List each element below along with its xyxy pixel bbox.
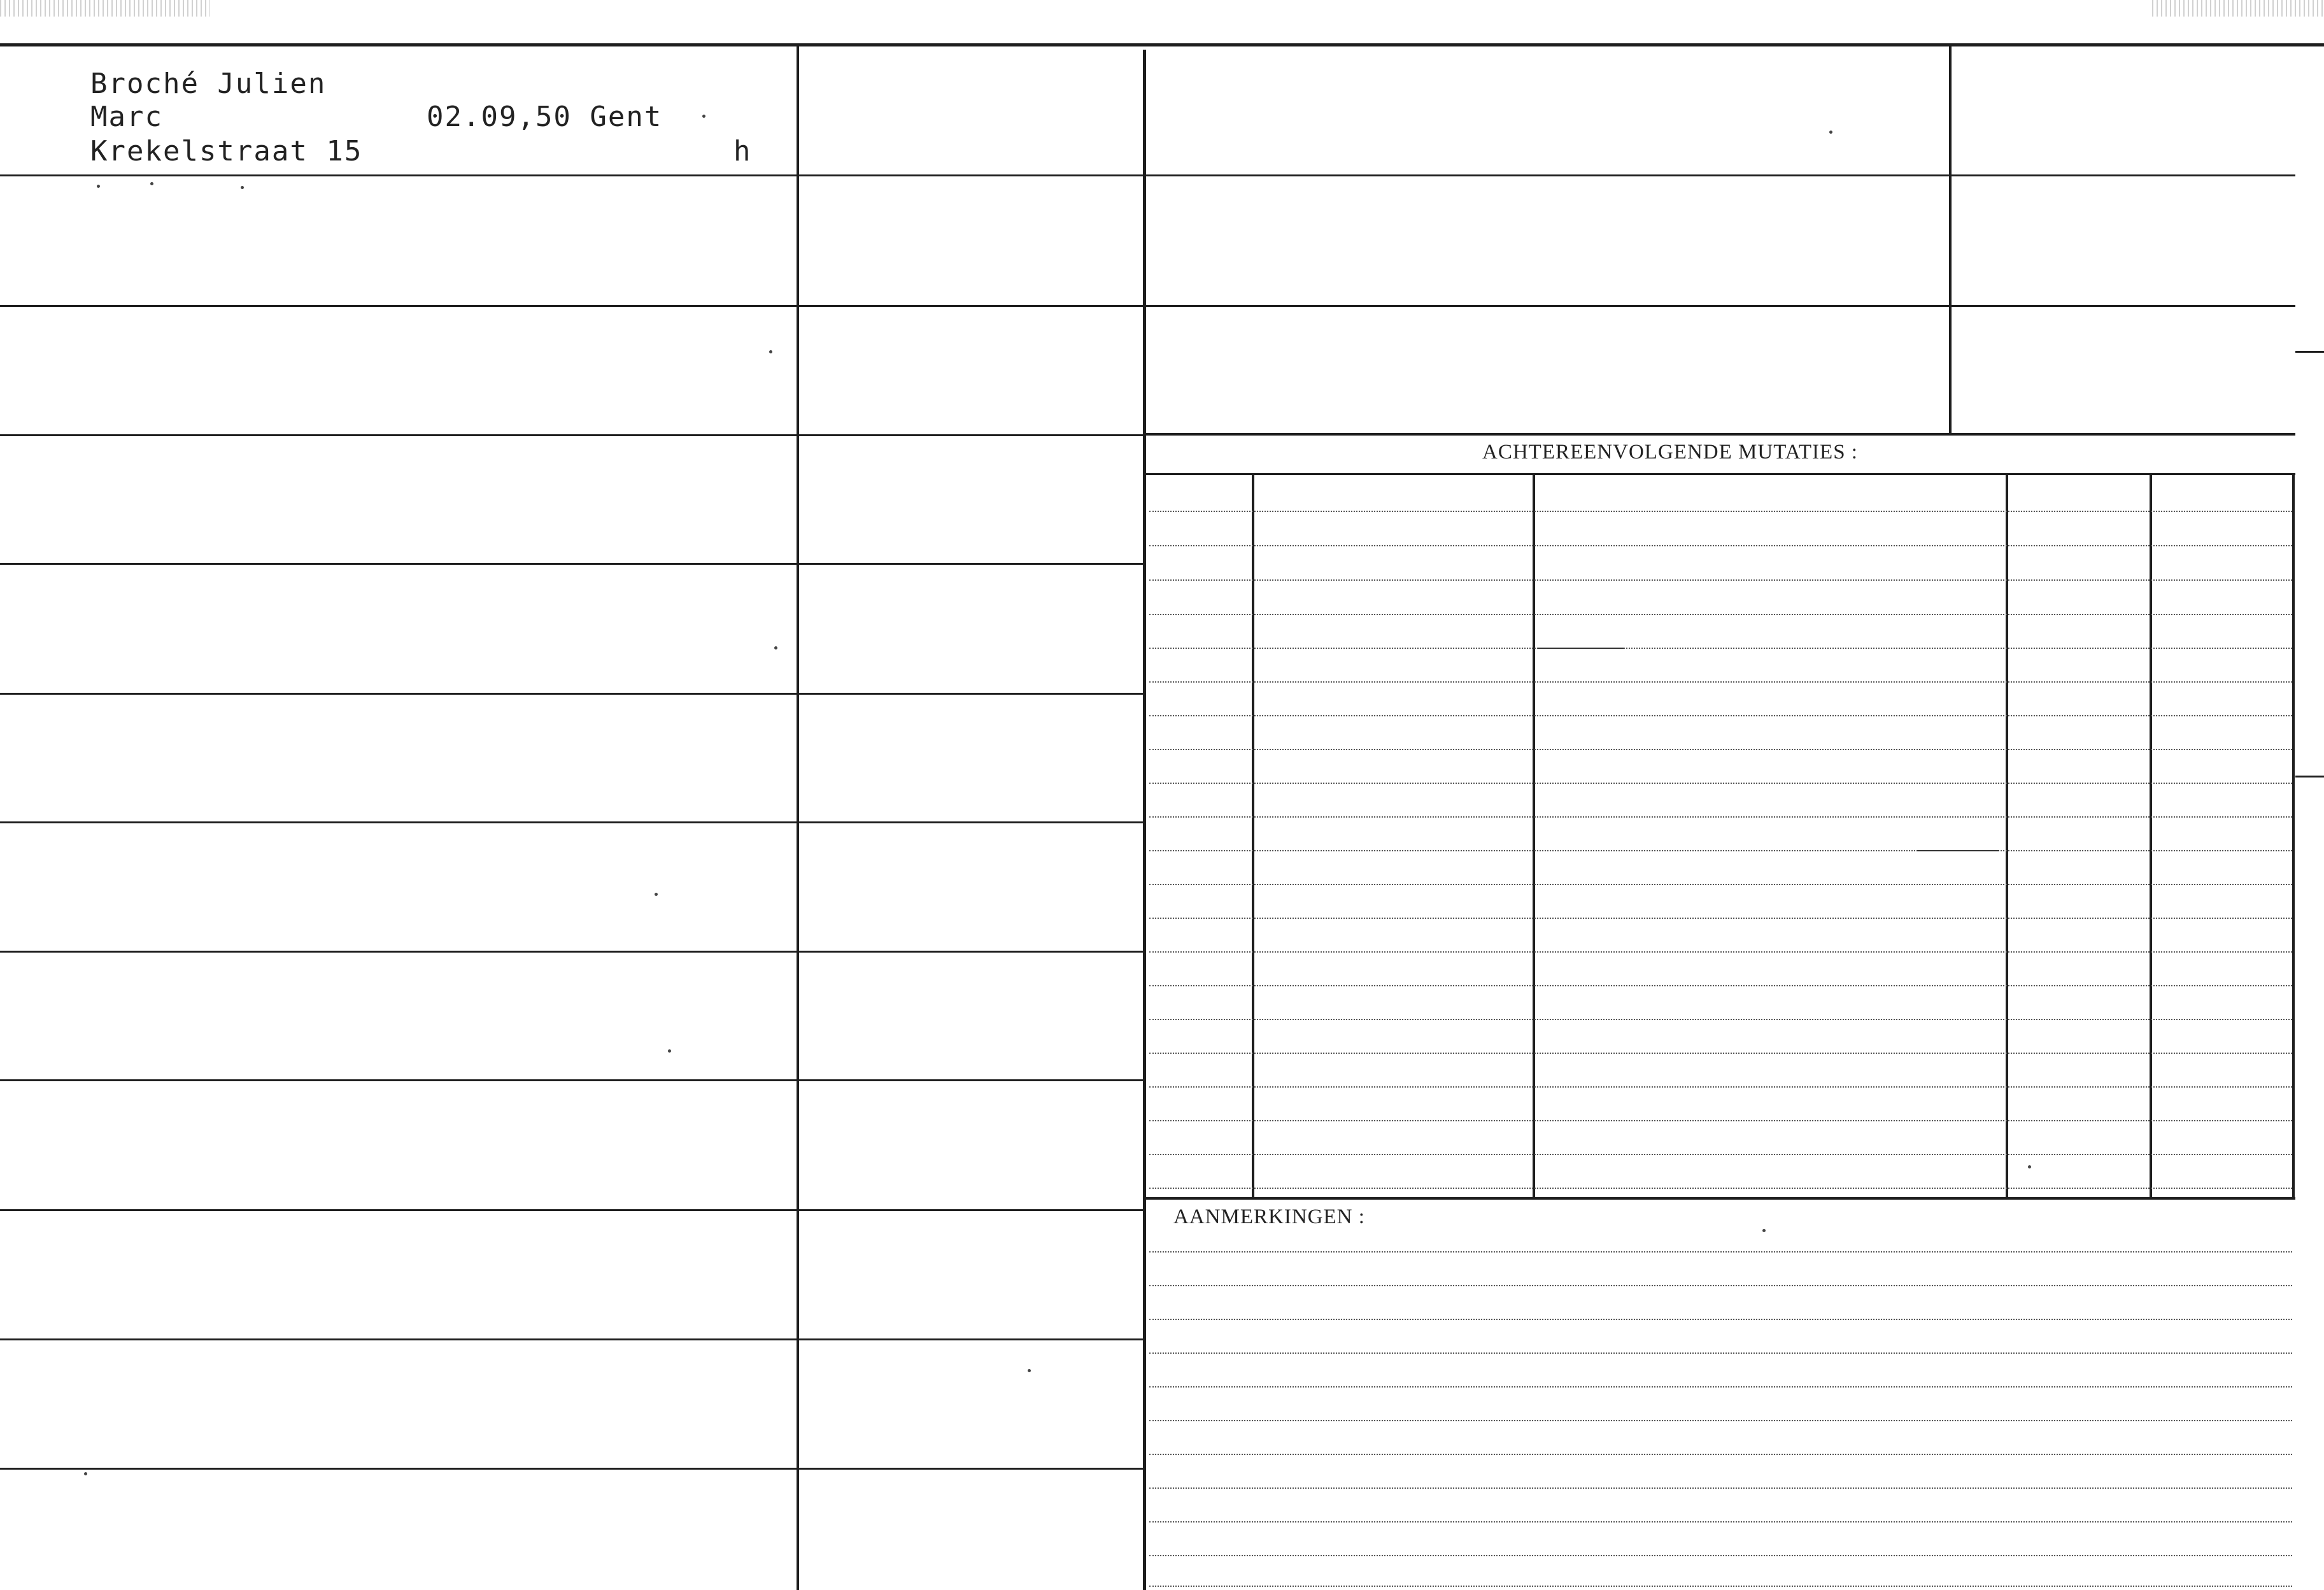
- remarks-line: [1149, 1251, 2292, 1253]
- mutations-col-divider: [2150, 474, 2152, 1197]
- mutations-stray-mark: [1917, 850, 1999, 851]
- scan-speck: [668, 1049, 671, 1053]
- birth-date-place: 02.09,50 Gent: [427, 101, 663, 133]
- remarks-line: [1149, 1521, 2292, 1523]
- mutations-row-line: [1149, 1154, 2292, 1155]
- mutations-row-line: [1149, 749, 2292, 750]
- mutations-row-line: [1149, 1019, 2292, 1020]
- mutations-row-line: [1149, 715, 2292, 716]
- right-edge-tick: [2295, 351, 2324, 353]
- mutations-row-line: [1149, 681, 2292, 683]
- remarks-line: [1149, 1386, 2292, 1388]
- remarks-title: AANMERKINGEN :: [1173, 1205, 1365, 1228]
- scan-speck: [1028, 1369, 1031, 1372]
- mutations-row-line: [1149, 985, 2292, 986]
- scan-speck: [769, 350, 772, 353]
- left-column-divider: [797, 46, 799, 1590]
- mutations-bottom-border: [1146, 1197, 2295, 1200]
- left-row-divider: [0, 693, 1143, 695]
- scan-edge-top-left: [0, 0, 210, 17]
- remarks-line: [1149, 1420, 2292, 1421]
- top-border: [0, 43, 2324, 46]
- mutations-row-line: [1149, 783, 2292, 784]
- scan-speck: [702, 115, 705, 118]
- remarks-line: [1149, 1352, 2292, 1354]
- remarks-line: [1149, 1555, 2292, 1556]
- mutations-row-line: [1149, 1188, 2292, 1189]
- scan-speck: [655, 893, 658, 896]
- mutations-header-rule: [1146, 473, 2295, 475]
- mutations-row-line: [1149, 816, 2292, 818]
- right-row-divider: [1146, 305, 2295, 307]
- mutations-col-divider: [1533, 474, 1535, 1197]
- left-row-divider: [0, 174, 1143, 176]
- scan-speck: [150, 182, 153, 185]
- scan-speck: [1829, 131, 1832, 134]
- address: Krekelstraat 15: [90, 135, 363, 167]
- mutations-row-line: [1149, 884, 2292, 885]
- left-row-divider: [0, 1338, 1143, 1340]
- left-row-divider: [0, 821, 1143, 823]
- mutations-row-line: [1149, 1086, 2292, 1088]
- mutations-stray-mark: [1538, 648, 1624, 649]
- scan-speck: [1762, 1229, 1766, 1232]
- scan-speck: [241, 186, 244, 189]
- mutations-row-line: [1149, 1053, 2292, 1054]
- mutations-row-line: [1149, 951, 2292, 953]
- scan-speck: [774, 646, 777, 649]
- mutations-top-border: [1146, 433, 2295, 436]
- mutations-row-line: [1149, 511, 2292, 512]
- mutations-title: ACHTEREENVOLGENDE MUTATIES :: [1482, 441, 1858, 464]
- right-row-divider: [1146, 174, 2295, 176]
- mutations-col-divider: [2006, 474, 2008, 1197]
- left-row-divider: [0, 1468, 1143, 1470]
- left-row-divider: [0, 1079, 1143, 1081]
- mutations-row-line: [1149, 850, 2292, 851]
- mutations-row-line: [1149, 918, 2292, 919]
- left-row-divider: [0, 563, 1143, 565]
- remarks-line: [1149, 1586, 2292, 1587]
- scan-speck: [97, 185, 100, 188]
- right-upper-column-divider: [1949, 46, 1952, 433]
- person-name: Broché Julien: [90, 67, 327, 100]
- mutations-col-divider: [2292, 474, 2295, 1197]
- right-edge-tick: [2295, 776, 2324, 777]
- household-mark: h: [733, 135, 752, 167]
- remarks-line: [1149, 1285, 2292, 1286]
- mutations-col-divider: [1252, 474, 1254, 1197]
- left-row-divider: [0, 951, 1143, 953]
- mutations-row-line: [1149, 614, 2292, 615]
- remarks-line: [1149, 1454, 2292, 1455]
- left-row-divider: [0, 305, 1143, 307]
- mutations-row-line: [1149, 1120, 2292, 1121]
- left-row-divider: [0, 434, 1143, 436]
- left-row-divider: [0, 1209, 1143, 1211]
- main-vertical-divider: [1143, 50, 1146, 1590]
- mutations-row-line: [1149, 545, 2292, 546]
- mutations-row-line: [1149, 648, 2292, 649]
- remarks-line: [1149, 1487, 2292, 1489]
- remarks-line: [1149, 1319, 2292, 1320]
- scan-speck: [84, 1472, 87, 1475]
- scan-edge-top-right: [2152, 0, 2324, 17]
- mutations-row-line: [1149, 579, 2292, 581]
- scan-speck: [2028, 1165, 2031, 1168]
- given-name: Marc: [90, 101, 163, 133]
